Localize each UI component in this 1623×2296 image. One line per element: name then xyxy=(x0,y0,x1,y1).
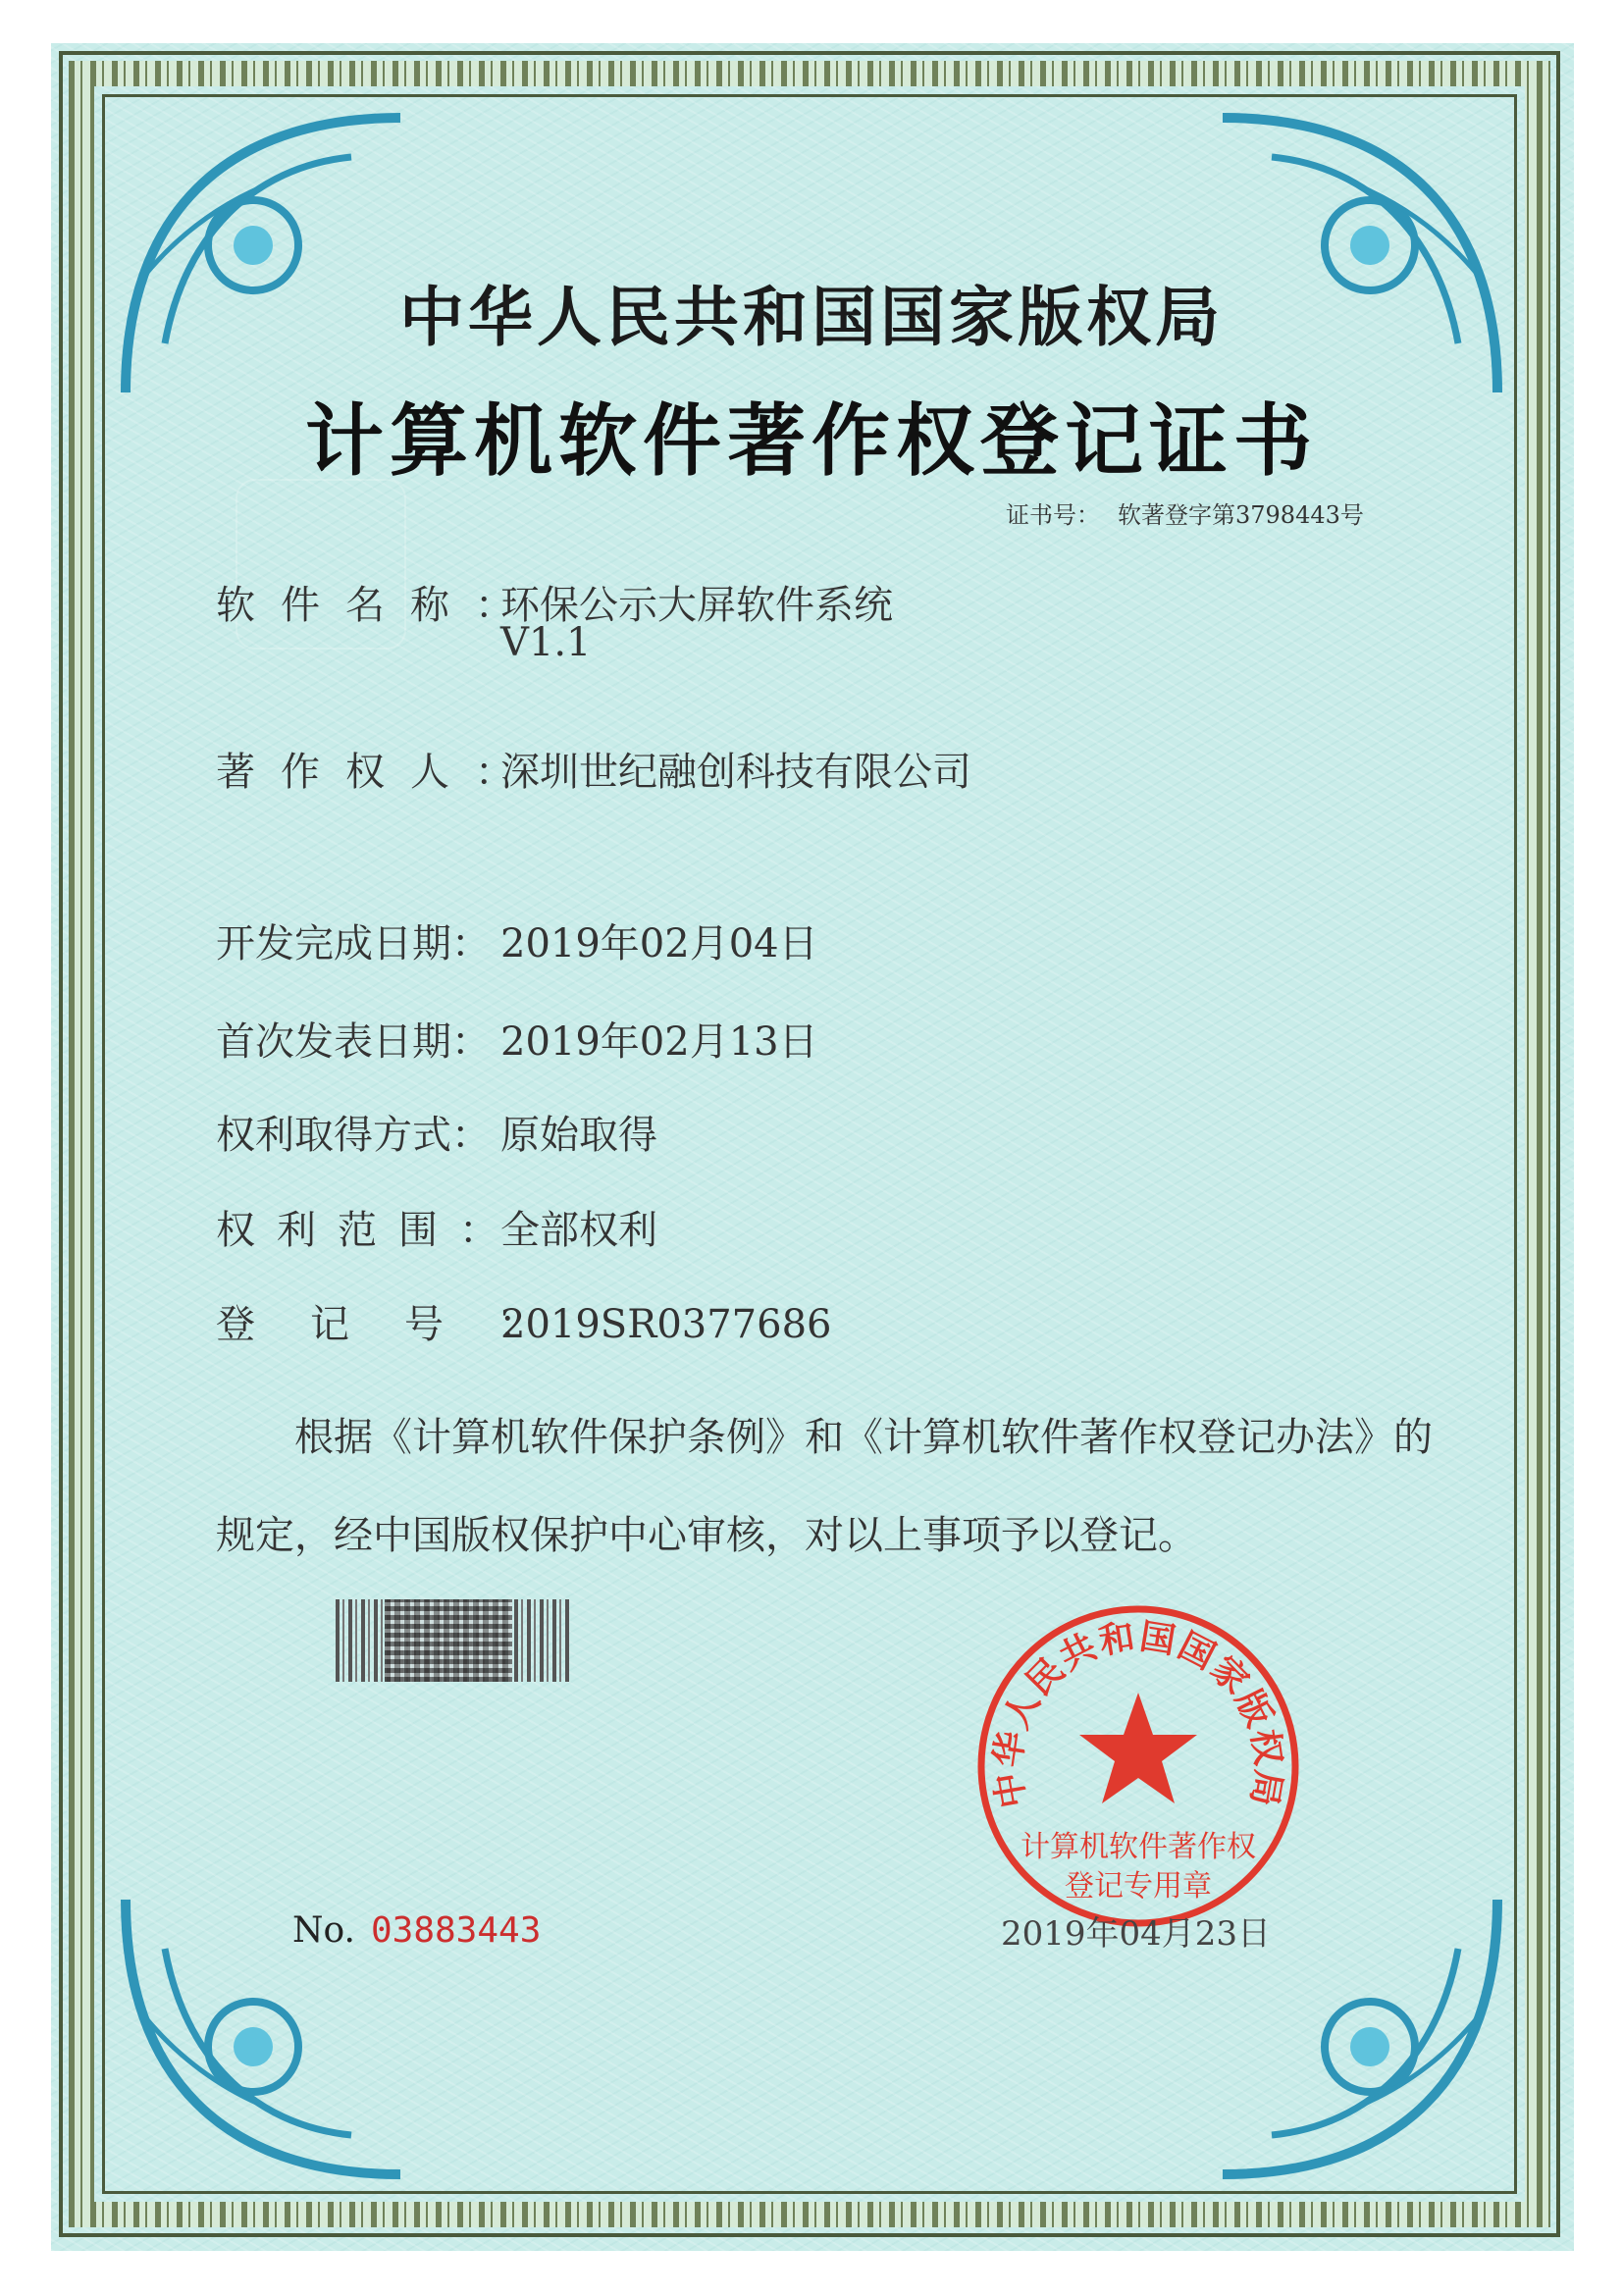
serial-label: No. xyxy=(292,1910,355,1951)
acquisition-method-value: 原始取得 xyxy=(500,1113,657,1158)
seal-line-2: 登记专用章 xyxy=(1065,1869,1212,1904)
certificate-number-label: 证书号： xyxy=(1006,501,1100,529)
qr-code xyxy=(385,1599,512,1682)
seal-line-1: 计算机软件著作权 xyxy=(1021,1830,1256,1864)
certificate-number xyxy=(1006,496,1364,530)
statement-line-2: 规定，经中国版权保护中心审核，对以上事项予以登记。 xyxy=(216,1513,1197,1558)
certificate-number-value: 软著登字第3798443号 xyxy=(1118,501,1364,529)
field-scope-of-rights xyxy=(216,1199,657,1255)
copyright-owner-label: 著作权人： xyxy=(216,750,540,795)
issuing-authority: 中华人民共和国国家版权局 xyxy=(399,280,1224,355)
software-version: V1.1 xyxy=(500,620,592,665)
field-first-publish-date xyxy=(216,1011,818,1067)
field-registration-number xyxy=(216,1293,831,1349)
field-acquisition-method xyxy=(216,1104,657,1160)
seal-star-icon xyxy=(1079,1693,1197,1803)
corner-ornament-top-left xyxy=(106,98,430,422)
seal-outer-text: 中华人民共和国国家版权局 xyxy=(987,1616,1289,1811)
software-name-label: 软件名称： xyxy=(216,583,540,628)
statement-line-1-text: 根据《计算机软件保护条例》和《计算机软件著作权登记办法》的 xyxy=(294,1415,1433,1460)
completion-date-value: 2019年02月04日 xyxy=(500,921,818,966)
serial-number xyxy=(292,1910,541,1951)
acquisition-method-label: 权利取得方式： xyxy=(216,1113,491,1158)
official-seal xyxy=(971,1599,1305,1933)
certificate-title: 计算机软件著作权登记证书 xyxy=(305,395,1318,487)
scope-of-rights-label: 权利范围： xyxy=(216,1208,520,1253)
field-copyright-owner xyxy=(216,741,971,797)
corner-ornament-top-right xyxy=(1193,98,1517,422)
software-name-value: 环保公示大屏软件系统 xyxy=(500,583,893,628)
barcode xyxy=(336,1599,569,1682)
completion-date-label: 开发完成日期： xyxy=(216,921,491,966)
registration-number-value: 2019SR0377686 xyxy=(500,1302,832,1347)
statement-line-1 xyxy=(216,1388,1452,1487)
registration-number-label: 登记号： xyxy=(216,1302,593,1347)
first-publish-date-label: 首次发表日期： xyxy=(216,1019,491,1065)
field-completion-date xyxy=(216,913,818,968)
first-publish-date-value: 2019年02月13日 xyxy=(500,1019,818,1065)
issue-date: 2019年04月23日 xyxy=(1001,1914,1272,1954)
scope-of-rights-value: 全部权利 xyxy=(500,1208,657,1253)
copyright-owner-value: 深圳世纪融创科技有限公司 xyxy=(500,750,971,795)
serial-value: 03883443 xyxy=(370,1910,542,1951)
